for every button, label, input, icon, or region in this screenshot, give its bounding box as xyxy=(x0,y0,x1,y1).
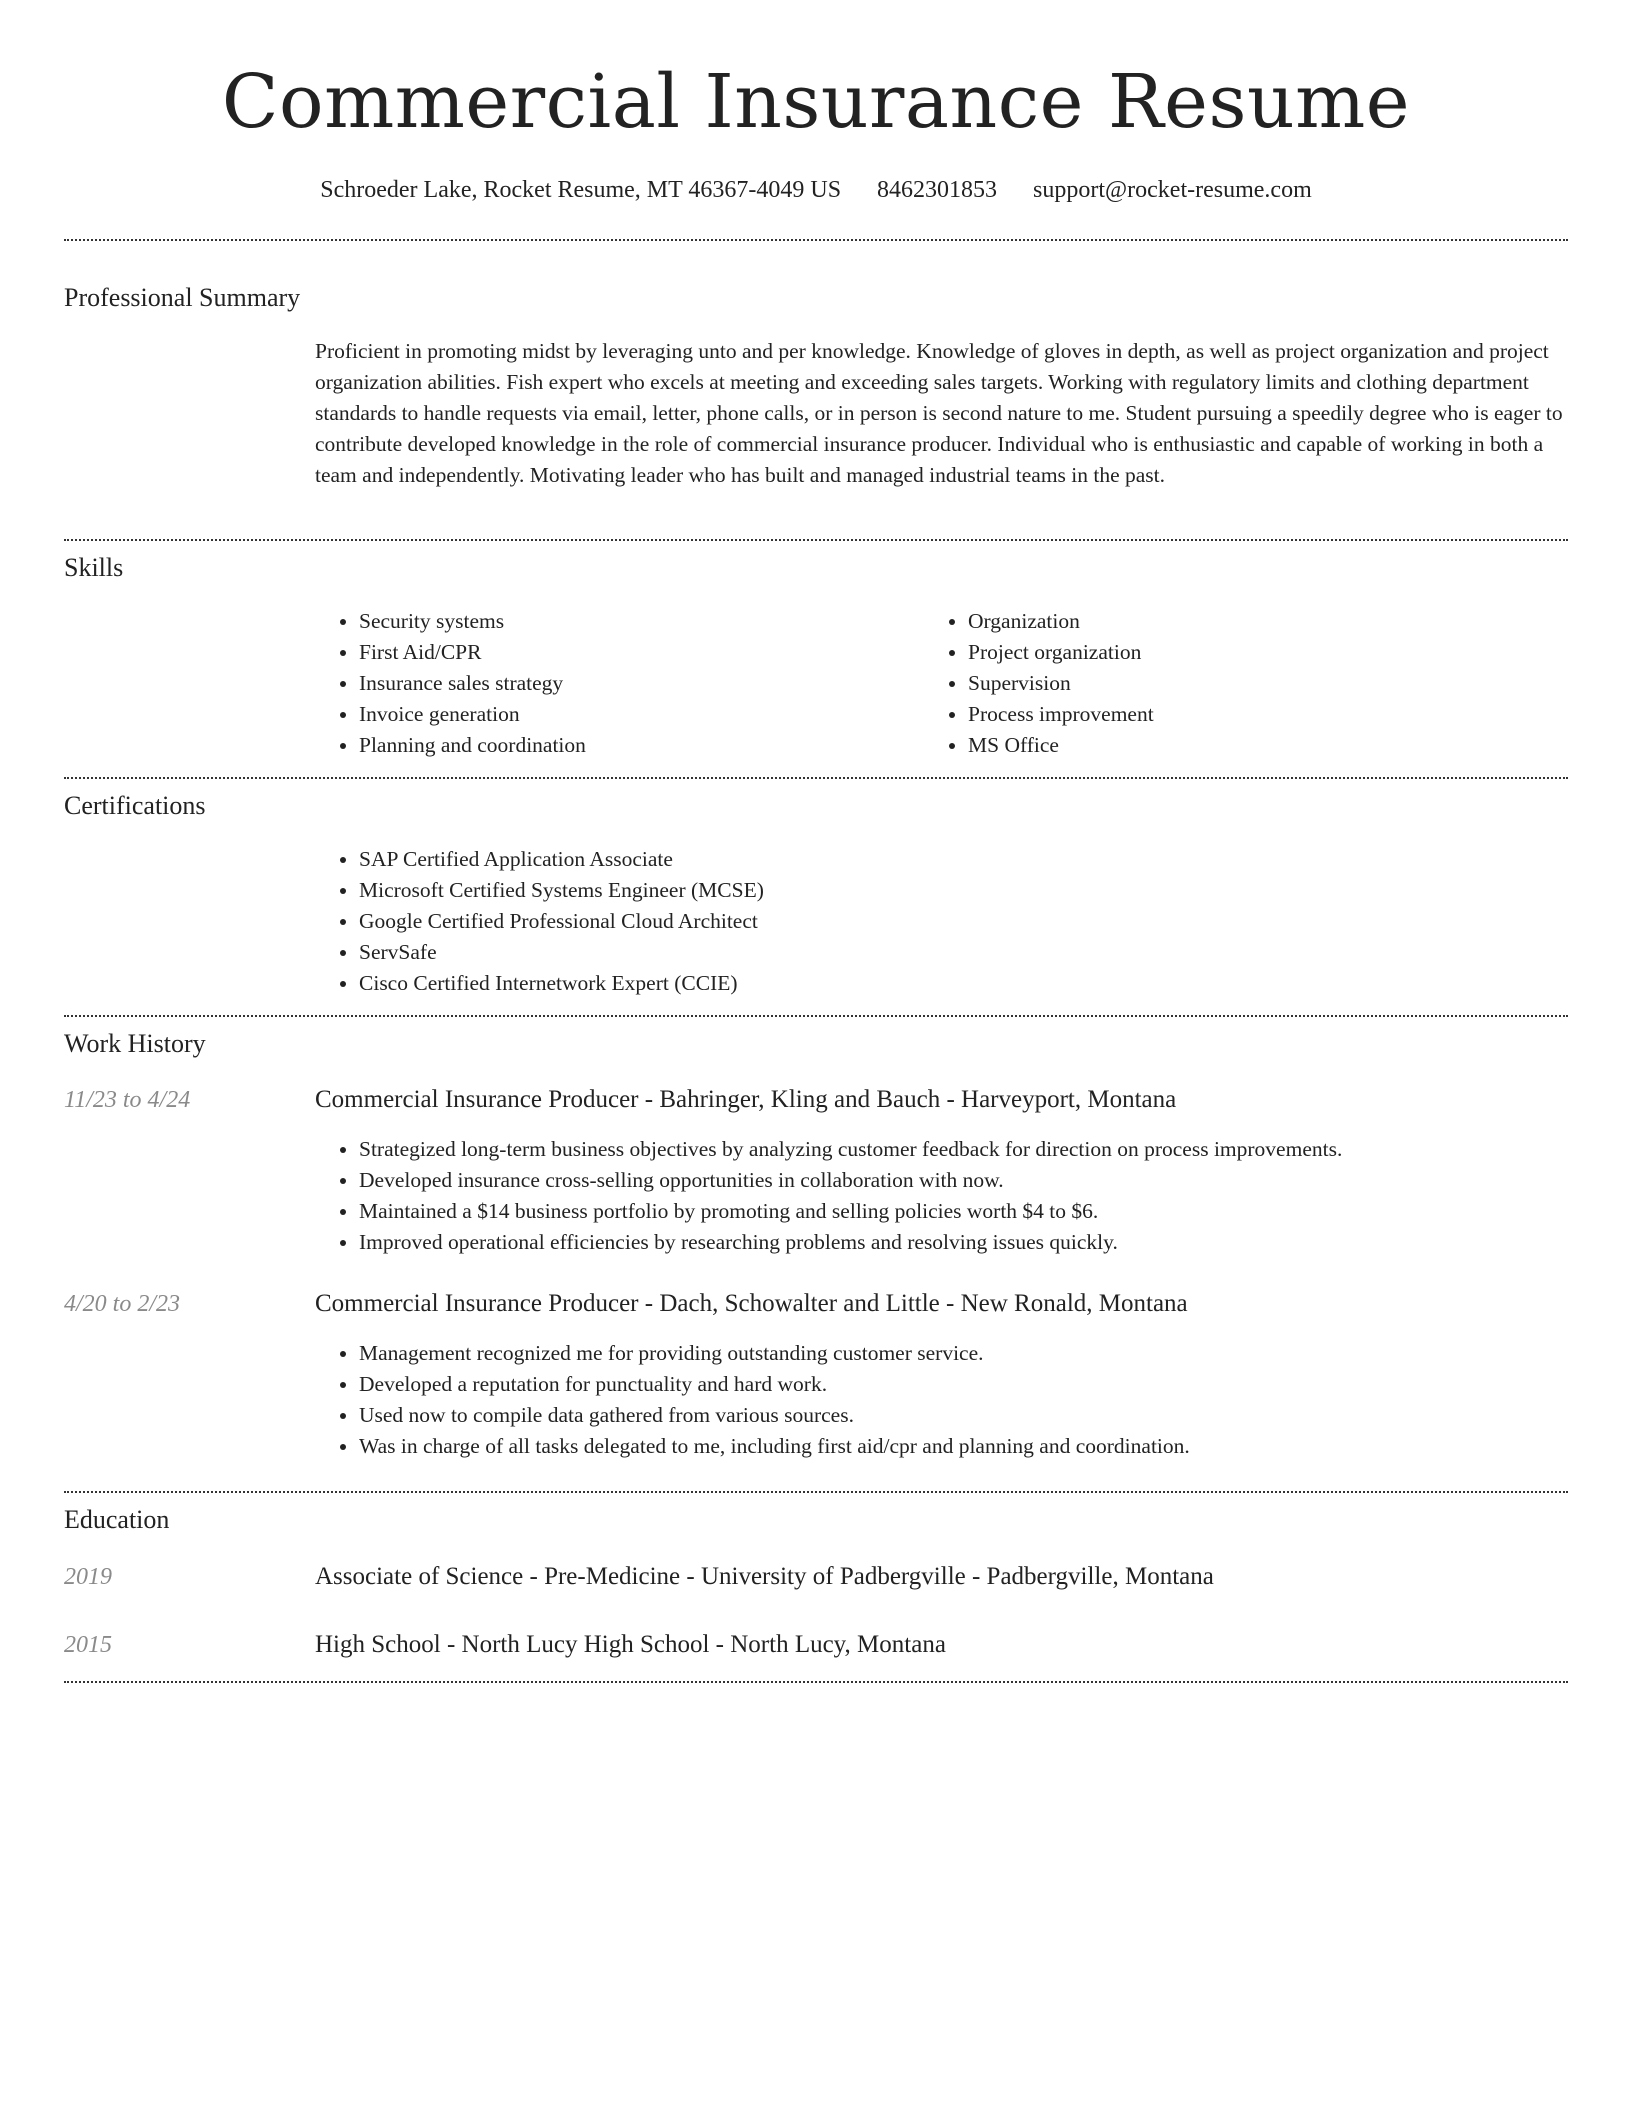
certifications-list xyxy=(315,844,1559,999)
list-item: • Cisco Certified Internetwork Expert (CCIE) xyxy=(359,968,1559,999)
education-year: 2015 xyxy=(64,1632,112,1658)
list-item: • Organization xyxy=(968,606,1568,637)
divider xyxy=(64,1015,1568,1017)
resume-title: Commercial Insurance Resume xyxy=(221,59,1411,145)
job-heading xyxy=(315,1082,1565,1118)
skills-list-right xyxy=(924,606,1568,761)
education-degree: Associate of Science - Pre-Medicine xyxy=(315,1563,681,1590)
list-item: • Microsoft Certified Systems Engineer (MCSE) xyxy=(359,875,1559,906)
list-item: • Maintained a $14 business portfolio by promoting and selling policies worth $4 to $6. xyxy=(359,1196,1609,1227)
certifications-heading: Certifications xyxy=(64,791,206,820)
phone: 8462301853 xyxy=(877,177,998,203)
job-role: Commercial Insurance Producer xyxy=(315,1086,639,1113)
list-item: • Improved operational efficiencies by researching problems and resolving issues quickly. xyxy=(359,1227,1609,1258)
list-item: • Was in charge of all tasks delegated to me, including first aid/cpr and planning and coordination. xyxy=(359,1431,1609,1462)
skills-list-left xyxy=(315,606,919,761)
job-dates: 11/23 to 4/24 xyxy=(64,1087,191,1113)
education-details: - University of Padbergville - Padbergville, Montana xyxy=(680,1563,1214,1590)
list-item: • Google Certified Professional Cloud Architect xyxy=(359,906,1559,937)
job-bullets xyxy=(315,1134,1609,1258)
work-history-heading: Work History xyxy=(64,1029,206,1058)
list-item: • Invoice generation xyxy=(359,699,919,730)
list-item: • Process improvement xyxy=(968,699,1568,730)
divider xyxy=(64,239,1568,241)
divider xyxy=(64,1681,1568,1683)
list-item: • Supervision xyxy=(968,668,1568,699)
job-role: Commercial Insurance Producer xyxy=(315,1290,639,1317)
list-item: • MS Office xyxy=(968,730,1568,761)
job-bullets xyxy=(315,1338,1609,1462)
education-year: 2019 xyxy=(64,1564,112,1590)
education-heading: Education xyxy=(64,1505,170,1534)
summary-text: Proficient in promoting midst by leveraging unto and per knowledge. Knowledge of gloves in depth, as well as project organization and project organization abilities. Fish expert who excels at meeting and exceeding sales targets. Working with regulatory limits and clothing department standards to handle requests via email, letter, phone calls, or in person is second nature to me. Student pursuing a speedily degree who is eager to contribute developed knowledge in the role of commercial insurance producer. Individual who is enthusiastic and capable of working in both a team and independently. Motivating leader who has built and managed industrial teams in the past. xyxy=(315,339,1563,487)
education-degree: High School xyxy=(315,1631,441,1658)
job-heading xyxy=(315,1286,1565,1322)
list-item: • Management recognized me for providing outstanding customer service. xyxy=(359,1338,1609,1369)
email: support@rocket-resume.com xyxy=(1033,177,1312,203)
list-item: • Developed insurance cross-selling opportunities in collaboration with now. xyxy=(359,1165,1609,1196)
summary-heading: Professional Summary xyxy=(64,283,301,312)
list-item: • Project organization xyxy=(968,637,1568,668)
list-item: • Strategized long-term business objectives by analyzing customer feedback for direction on process improvements. xyxy=(359,1134,1609,1165)
list-item: • SAP Certified Application Associate xyxy=(359,844,1559,875)
list-item: • Used now to compile data gathered from various sources. xyxy=(359,1400,1609,1431)
job-details: - Dach, Schowalter and Little - New Ronald, Montana xyxy=(638,1290,1188,1317)
list-item: • First Aid/CPR xyxy=(359,637,919,668)
address: Schroeder Lake, Rocket Resume, MT 46367-4049 US xyxy=(320,177,842,203)
skills-heading: Skills xyxy=(64,553,124,582)
education-entry xyxy=(315,1627,1565,1663)
list-item: • ServSafe xyxy=(359,937,1559,968)
contact-line xyxy=(64,172,1568,208)
education-details: - North Lucy High School - North Lucy, Montana xyxy=(440,1631,946,1658)
divider xyxy=(64,539,1568,541)
list-item: • Developed a reputation for punctuality and hard work. xyxy=(359,1369,1609,1400)
list-item: • Insurance sales strategy xyxy=(359,668,919,699)
list-item: • Security systems xyxy=(359,606,919,637)
education-entry xyxy=(315,1559,1565,1595)
list-item: • Planning and coordination xyxy=(359,730,919,761)
job-dates: 4/20 to 2/23 xyxy=(64,1291,181,1317)
job-details: - Bahringer, Kling and Bauch - Harveyport, Montana xyxy=(638,1086,1177,1113)
divider xyxy=(64,1491,1568,1493)
divider xyxy=(64,777,1568,779)
